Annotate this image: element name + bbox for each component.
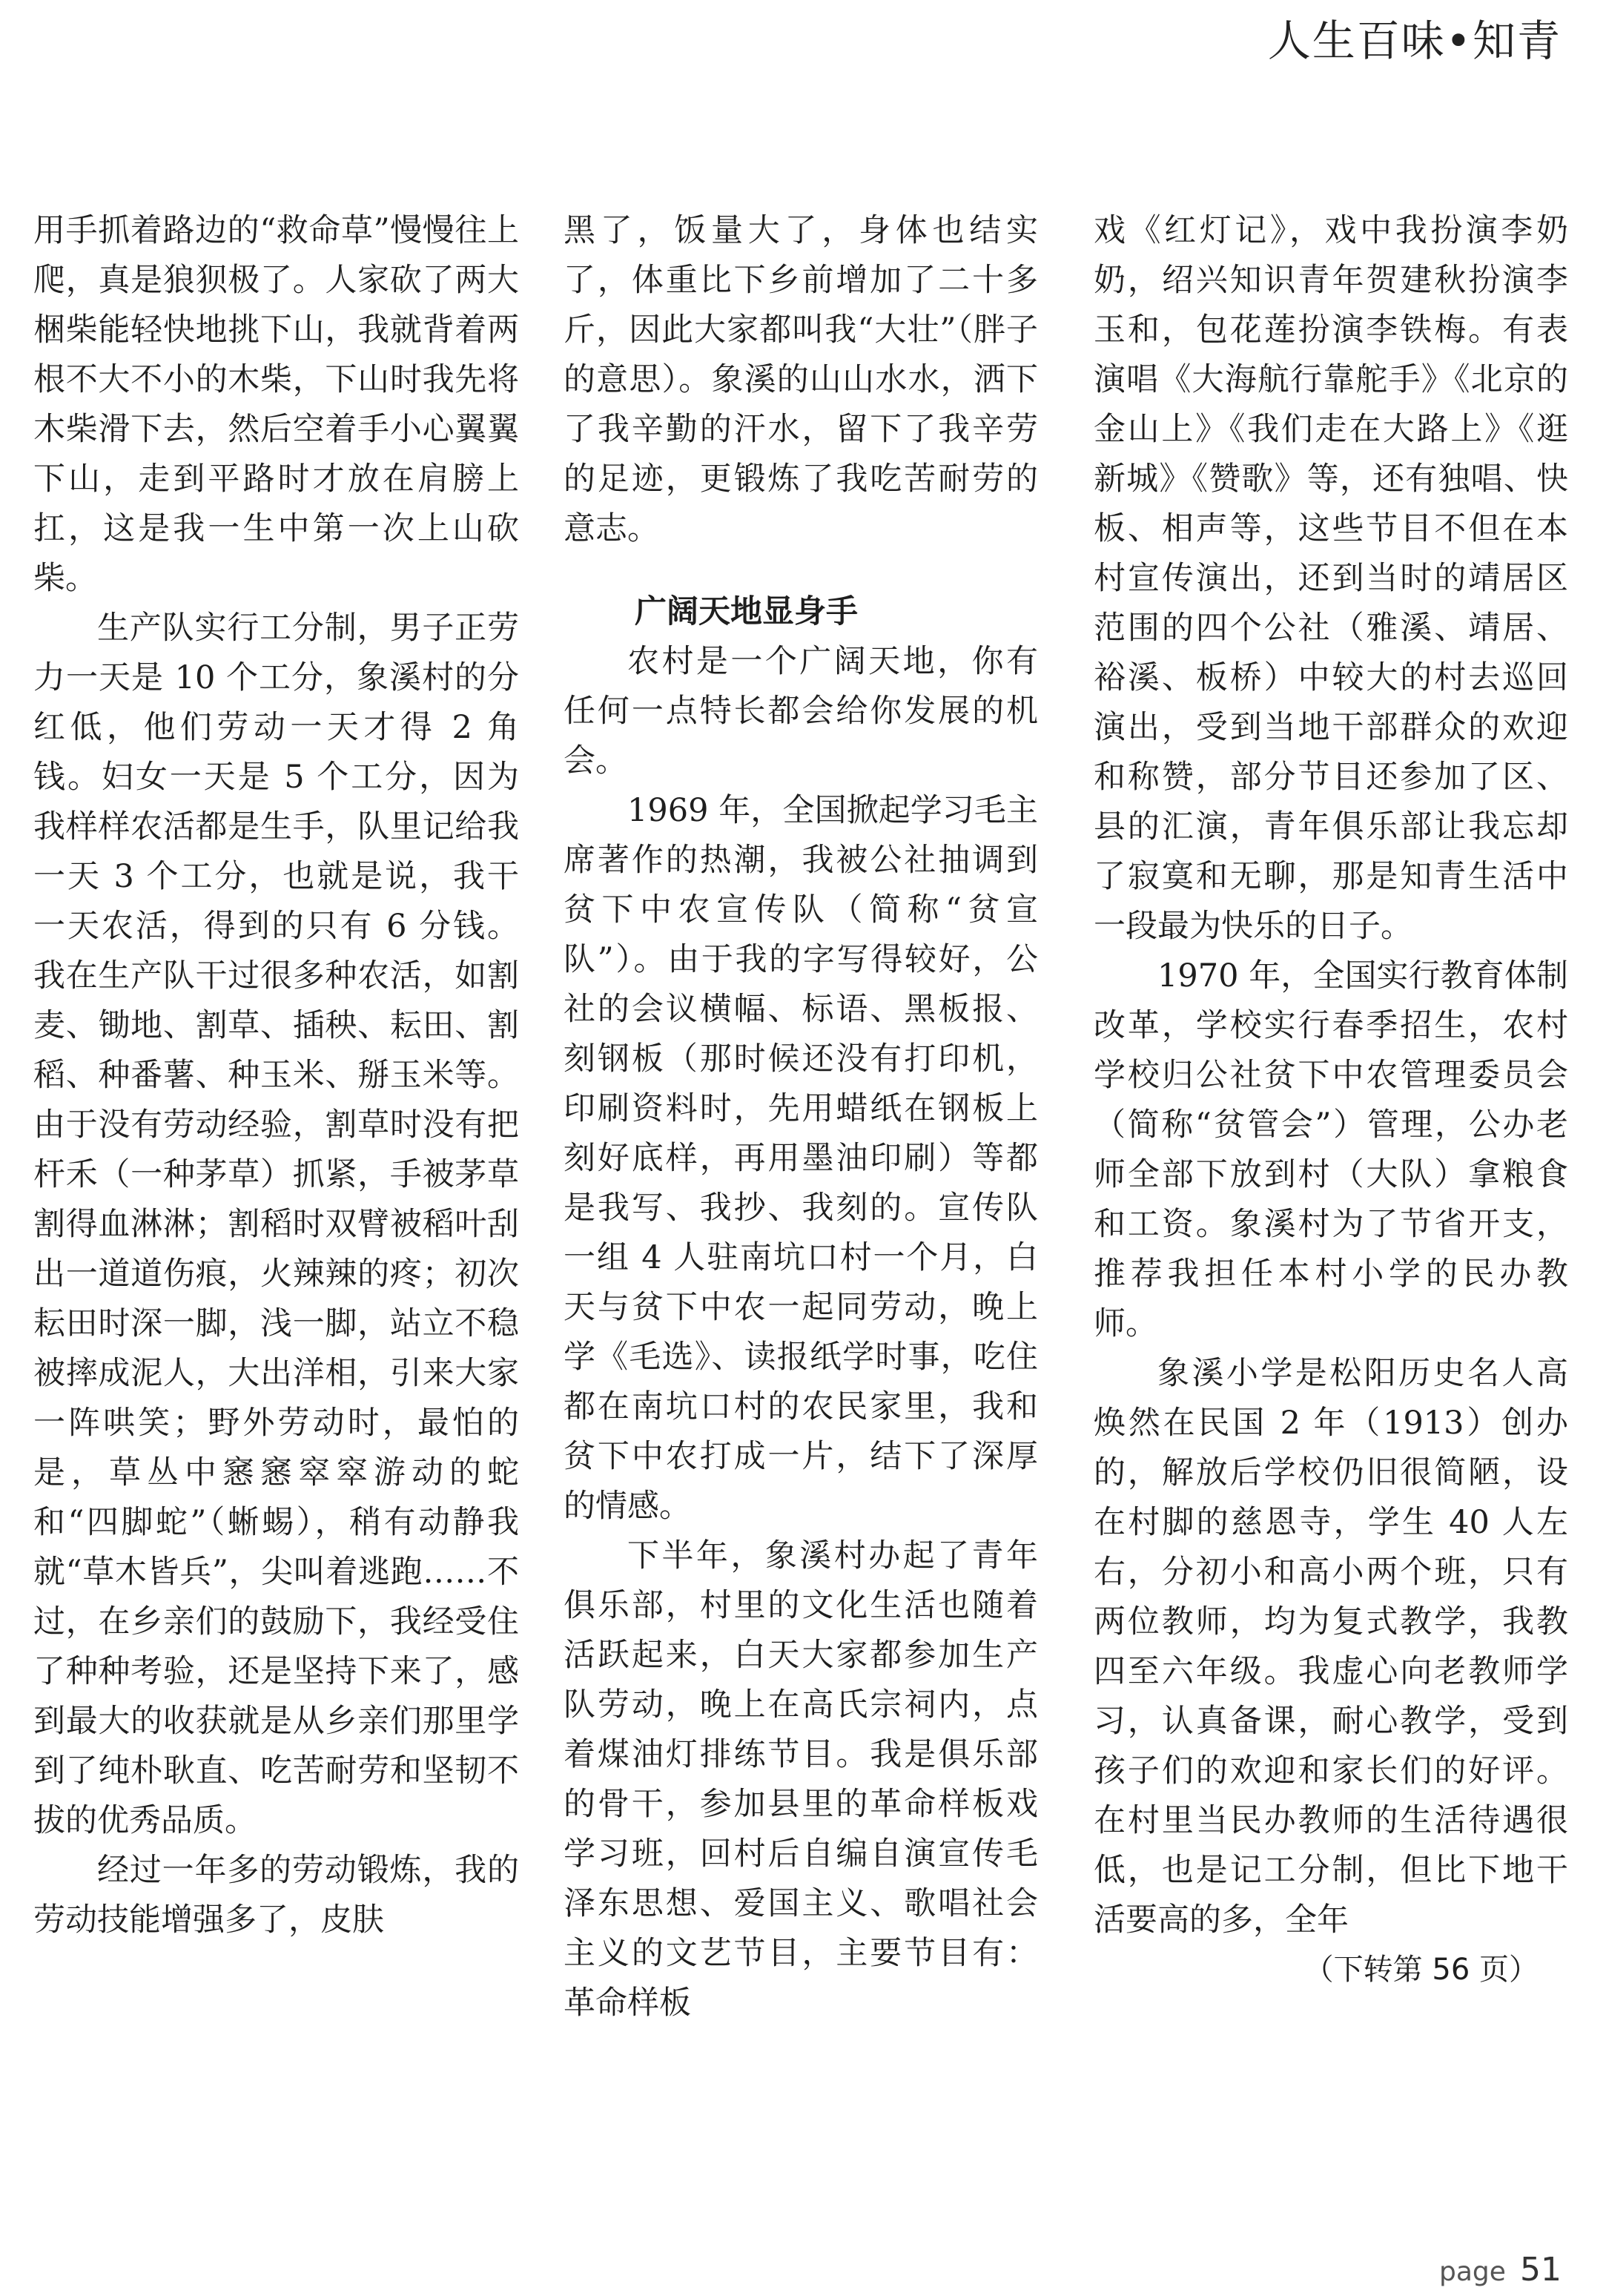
paragraph: 1969 年，全国掀起学习毛主席著作的热潮，我被公社抽调到贫下中农宣传队（简称“贫宣队”）。由于我的字写得较好，公社的会议横幅、标语、黑板报、刻钢板（那时候还没有打印机，印刷资料时，先用蜡纸在钢板上刻好底样，再用墨油印刷）等都是我写、我抄、我刻的。宣传队一组 4 人驻南坑口村一个月，白天与贫下中农一起同劳动，晚上学《毛选》、读报纸学时事，吃住都在南坑口村的农民家里，我和贫下中农打成一片，结下了深厚的情感。 (564, 792, 1038, 1525)
text-column-1 (33, 206, 519, 1945)
paragraph: 黑了，饭量大了，身体也结实了，体重比下乡前增加了二十多斤，因此大家都叫我“大壮”（胖子的意思）。象溪的山山水水，洒下了我辛勤的汗水，留下了我辛劳的足迹，更锻炼了我吃苦耐劳的意志。 (564, 212, 1038, 547)
paragraph: 用手抓着路边的“救命草”慢慢往上爬，真是狼狈极了。人家砍了两大梱柴能轻快地挑下山，我就背着两根不大不小的木柴，下山时我先将木柴滑下去，然后空着手小心翼翼下山，走到平路时才放在肩膀上扛，这是我一生中第一次上山砍柴。 (33, 212, 519, 597)
paragraph: 下半年，象溪村办起了青年俱乐部，村里的文化生活也随着活跃起来，白天大家都参加生产队劳动，晚上在高氏宗祠内，点着煤油灯排练节目。我是俱乐部的骨干，参加县里的革命样板戏学习班，回村后自编自演宣传毛泽东思想、爱国主义、歌唱社会主义的文艺节目，主要节目有：革命样板 (564, 1537, 1038, 2022)
section-subheading: 广阔天地显身手 (635, 593, 858, 630)
continued-note: （下转第 56 页） (1303, 1953, 1539, 1987)
page-label: page (1438, 2257, 1506, 2287)
paragraph: 戏《红灯记》，戏中我扮演李奶奶，绍兴知识青年贺建秋扮演李玉和，包花莲扮演李铁梅。有表演唱《大海航行靠舵手》《北京的金山上》《我们走在大路上》《逛新城》《赞歌》等，还有独唱、快板、相声等，这些节目不但在本村宣传演出，还到当时的靖居区范围的四个公社（雅溪、靖居、裕溪、板桥）中较大的村去巡回演出，受到当地干部群众的欢迎和称赞，部分节目还参加了区、县的汇演，青年俱乐部让我忘却了寂寞和无聊，那是知青生活中一段最为快乐的日子。 (1094, 212, 1568, 945)
paragraph: 经过一年多的劳动锻炼，我的劳动技能增强多了，皮肤 (33, 1852, 519, 1939)
page-footer (1439, 2251, 1562, 2289)
text-column-3 (1094, 206, 1568, 1995)
paragraph: 农村是一个广阔天地，你有任何一点特长都会给你发展的机会。 (564, 643, 1038, 779)
paragraph: 象溪小学是松阳历史名人高焕然在民国 2 年（1913）创办的，解放后学校仍旧很简陋，设在村脚的慈恩寺，学生 40 人左右，分初小和高小两个班，只有两位教师，均为复式教学，我教四至六年级。我虚心向老教师学习，认真备课，耐心教学，受到孩子们的欢迎和家长们的好评。在村里当民办教师的生活待遇很低，也是记工分制，但比下地干活要高的多，全年 (1094, 1355, 1568, 1939)
section-header: 人生百味•知青 (1267, 16, 1562, 66)
paragraph: 生产队实行工分制，男子正劳力一天是 10 个工分，象溪村的分红低，他们劳动一天才得 2 角钱。妇女一天是 5 个工分，因为我样样农活都是生手，队里记给我一天 3 个工分，也就是说，我干一天农活，得到的只有 6 分钱。我在生产队干过很多种农活，如割麦、锄地、割草、插秧、耘田、割稻、种番薯、种玉米、掰玉米等。由于没有劳动经验，割草时没有把杆禾（一种茅草）抓紧，手被茅草割得血淋淋；割稻时双臂被稻叶刮出一道道伤痕，火辣辣的疼；初次耘田时深一脚，浅一脚，站立不稳被摔成泥人，大出洋相，引来大家一阵哄笑；野外劳动时，最怕的是，草丛中窸窸窣窣游动的蛇和“四脚蛇”（蜥蜴），稍有动静我就“草木皆兵”，尖叫着逃跑……不过，在乡亲们的鼓励下，我经受住了种种考验，还是坚持下来了，感到最大的收获就是从乡亲们那里学到了纯朴耿直、吃苦耐劳和坚韧不拔的优秀品质。 (33, 610, 519, 1839)
page-number: 51 (1520, 2251, 1562, 2289)
text-column-2 (564, 206, 1038, 2028)
paragraph: 1970 年，全国实行教育体制改革，学校实行春季招生，农村学校归公社贫下中农管理委员会（简称“贫管会”）管理，公办老师全部下放到村（大队）拿粮食和工资。象溪村为了节省开支，推荐我担任本村小学的民办教师。 (1094, 957, 1568, 1342)
